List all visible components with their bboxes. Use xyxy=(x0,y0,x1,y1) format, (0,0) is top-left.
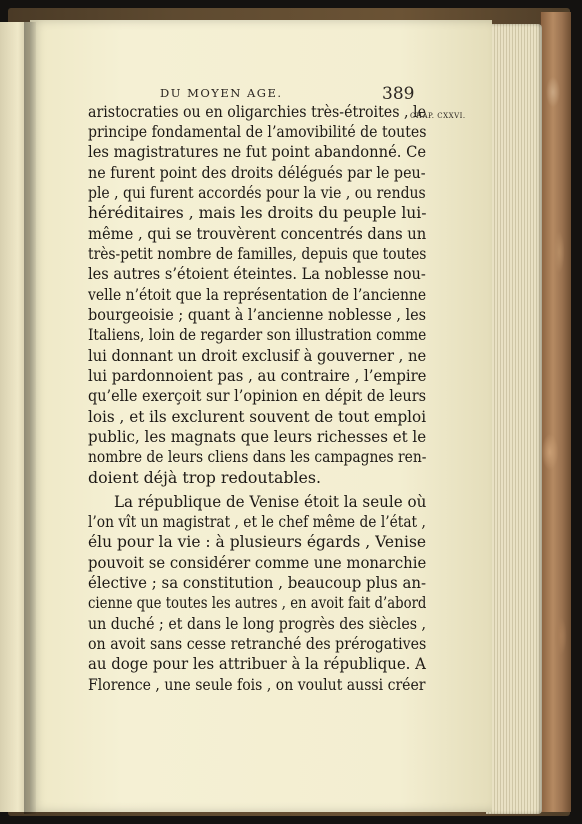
page-gutter-shadow xyxy=(24,22,36,814)
page-edges xyxy=(486,24,542,814)
text-line: ple , qui furent accordés pour la vie , ou rendus xyxy=(88,183,426,202)
text-line: Italiens, loin de regarder son illustration comme xyxy=(88,325,427,344)
text-line: public, les magnats que leurs richesses et le xyxy=(88,427,427,446)
text-line: les autres s’étoient éteintes. La noblesse nou- xyxy=(88,264,426,283)
text-line: qu’elle exerçoit sur l’opinion en dépit de leurs xyxy=(88,386,427,405)
text-line: l’on vît un magistrat , et le chef même de l’état , xyxy=(88,512,426,531)
text-line: héréditaires , mais les droits du peuple lui- xyxy=(88,203,427,222)
text-line: élu pour la vie : à plusieurs égards , Venise xyxy=(88,532,427,551)
text-line: pouvoit se considérer comme une monarchie xyxy=(88,553,427,572)
text-line: très-petit nombre de familles, depuis que toutes xyxy=(88,244,427,263)
text-line: lois , et ils exclurent souvent de tout emploi xyxy=(88,407,427,426)
text-line: lui donnant un droit exclusif à gouverner , ne xyxy=(88,346,427,365)
text-line: La république de Venise étoit la seule où xyxy=(114,492,427,511)
text-line: Florence , une seule fois , on voulut aussi créer xyxy=(88,675,426,694)
text-line: doient déjà trop redoutables. xyxy=(88,468,322,487)
text-line: élective ; sa constitution , beaucoup plus an- xyxy=(88,573,427,592)
marbled-edge xyxy=(540,12,571,812)
text-line: les magistratures ne fut point abandonné. Ce xyxy=(88,142,427,161)
text-line: un duché ; et dans le long progrès des siècles , xyxy=(88,614,427,633)
text-line: cienne que toutes les autres , en avoit fait d’abord xyxy=(88,593,427,612)
text-line: nombre de leurs cliens dans les campagnes ren- xyxy=(88,447,427,466)
text-line: lui pardonnoient pas , au contraire , l’empire xyxy=(88,366,427,385)
marginal-note: CHAP. CXXVI. xyxy=(410,112,466,120)
text-line: même , qui se trouvèrent concentrés dans un xyxy=(88,224,427,243)
text-line: ne furent point des droits délégués par le peu- xyxy=(88,163,426,182)
text-line: aristocraties ou en oligarchies très-étroites , le xyxy=(88,102,426,121)
text-line: principe fondamental de l’amovibilité de toutes xyxy=(88,122,427,141)
text-line: bourgeoisie ; quant à l’ancienne noblesse , les xyxy=(88,305,427,324)
running-title: DU MOYEN AGE. xyxy=(160,86,283,100)
text-line: au doge pour les attribuer à la république. A xyxy=(88,654,426,673)
text-line: on avoit sans cesse retranché des prérogatives xyxy=(88,634,427,653)
text-line: velle n’étoit que la représentation de l’ancienne xyxy=(88,285,427,304)
book-page xyxy=(30,20,492,812)
page-number: 389 xyxy=(382,84,415,104)
